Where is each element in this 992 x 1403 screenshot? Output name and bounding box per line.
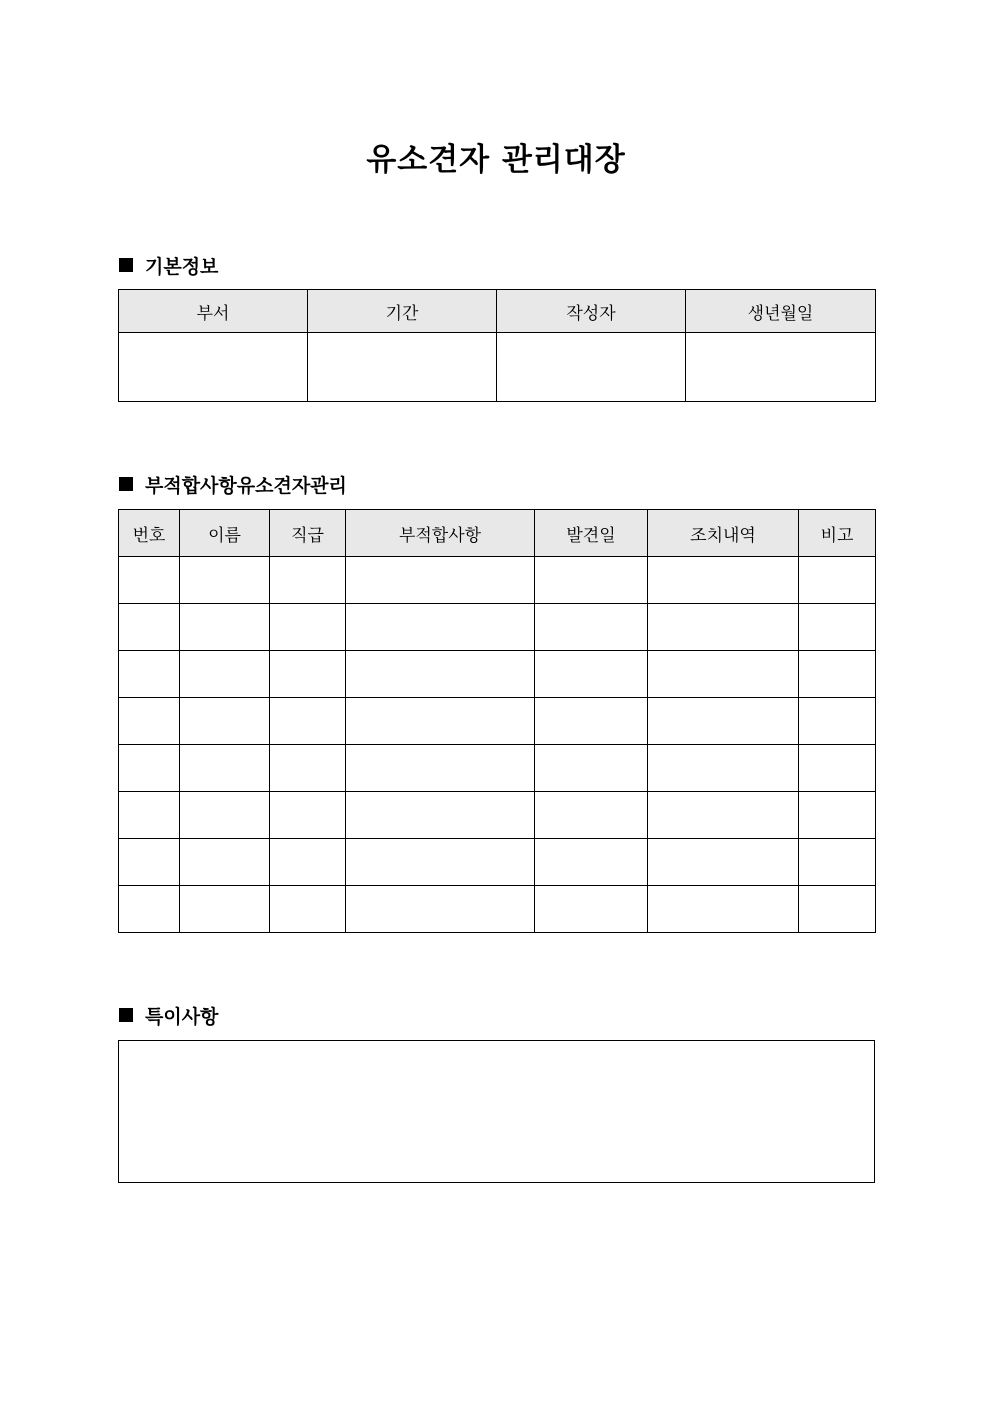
position-cell[interactable]	[270, 745, 346, 792]
table-header-row	[119, 510, 876, 557]
section-heading-basic-info	[119, 253, 218, 277]
remarks-cell[interactable]	[799, 886, 876, 933]
number-cell[interactable]	[119, 745, 180, 792]
nonconformity-cell[interactable]	[346, 557, 535, 604]
table-header-row	[119, 290, 876, 333]
found-date-cell[interactable]	[535, 604, 648, 651]
found-date-cell[interactable]	[535, 651, 648, 698]
action-cell[interactable]	[648, 698, 799, 745]
action-cell[interactable]	[648, 557, 799, 604]
position-cell[interactable]	[270, 792, 346, 839]
number-cell[interactable]	[119, 886, 180, 933]
author-cell[interactable]	[497, 333, 686, 402]
position-cell[interactable]	[270, 839, 346, 886]
number-cell[interactable]	[119, 604, 180, 651]
remarks-cell[interactable]	[799, 557, 876, 604]
nonconformity-cell[interactable]	[346, 698, 535, 745]
square-bullet-icon	[119, 477, 133, 491]
remarks-cell[interactable]	[799, 792, 876, 839]
table-row	[119, 745, 876, 792]
remarks-cell[interactable]	[799, 604, 876, 651]
nonconformity-cell[interactable]	[346, 792, 535, 839]
number-cell[interactable]	[119, 557, 180, 604]
birthdate-cell[interactable]	[686, 333, 876, 402]
number-cell[interactable]	[119, 651, 180, 698]
remarks-box[interactable]	[118, 1040, 875, 1183]
square-bullet-icon	[119, 258, 133, 272]
table-row	[119, 886, 876, 933]
nonconformity-cell[interactable]	[346, 886, 535, 933]
section-heading-label: 기본정보	[145, 255, 219, 278]
page-title: 유소견자 관리대장	[366, 142, 626, 178]
nonconformity-cell[interactable]	[346, 839, 535, 886]
found-date-cell[interactable]	[535, 557, 648, 604]
section-heading-nonconformity	[119, 472, 347, 496]
found-date-cell[interactable]	[535, 745, 648, 792]
nonconformity-cell[interactable]	[346, 604, 535, 651]
column-header-department: 부서	[119, 290, 308, 333]
position-cell[interactable]	[270, 698, 346, 745]
nonconformity-cell[interactable]	[346, 651, 535, 698]
table-row	[119, 792, 876, 839]
found-date-cell[interactable]	[535, 792, 648, 839]
action-cell[interactable]	[648, 792, 799, 839]
action-cell[interactable]	[648, 604, 799, 651]
period-cell[interactable]	[308, 333, 497, 402]
section-heading-label: 특이사항	[145, 1005, 219, 1028]
department-cell[interactable]	[119, 333, 308, 402]
table-row	[119, 333, 876, 402]
name-cell[interactable]	[180, 651, 270, 698]
name-cell[interactable]	[180, 698, 270, 745]
column-header-remarks: 비고	[799, 510, 876, 557]
nonconformity-cell[interactable]	[346, 745, 535, 792]
name-cell[interactable]	[180, 886, 270, 933]
column-header-author: 작성자	[497, 290, 686, 333]
section-heading-remarks	[119, 1003, 218, 1027]
action-cell[interactable]	[648, 886, 799, 933]
found-date-cell[interactable]	[535, 839, 648, 886]
found-date-cell[interactable]	[535, 698, 648, 745]
remarks-cell[interactable]	[799, 745, 876, 792]
position-cell[interactable]	[270, 651, 346, 698]
position-cell[interactable]	[270, 604, 346, 651]
remarks-cell[interactable]	[799, 698, 876, 745]
position-cell[interactable]	[270, 886, 346, 933]
column-header-found-date: 발견일	[535, 510, 648, 557]
square-bullet-icon	[119, 1008, 133, 1022]
column-header-nonconformity: 부적합사항	[346, 510, 535, 557]
action-cell[interactable]	[648, 651, 799, 698]
action-cell[interactable]	[648, 839, 799, 886]
column-header-position: 직급	[270, 510, 346, 557]
column-header-name: 이름	[180, 510, 270, 557]
name-cell[interactable]	[180, 792, 270, 839]
section-heading-label: 부적합사항유소견자관리	[145, 474, 347, 497]
table-row	[119, 839, 876, 886]
name-cell[interactable]	[180, 839, 270, 886]
name-cell[interactable]	[180, 557, 270, 604]
column-header-birthdate: 생년월일	[686, 290, 876, 333]
column-header-action: 조치내역	[648, 510, 799, 557]
action-cell[interactable]	[648, 745, 799, 792]
column-header-number: 번호	[119, 510, 180, 557]
number-cell[interactable]	[119, 698, 180, 745]
position-cell[interactable]	[270, 557, 346, 604]
table-row	[119, 698, 876, 745]
number-cell[interactable]	[119, 792, 180, 839]
table-row	[119, 651, 876, 698]
remarks-cell[interactable]	[799, 651, 876, 698]
found-date-cell[interactable]	[535, 886, 648, 933]
name-cell[interactable]	[180, 745, 270, 792]
table-row	[119, 557, 876, 604]
nonconformity-table	[118, 509, 876, 933]
column-header-period: 기간	[308, 290, 497, 333]
name-cell[interactable]	[180, 604, 270, 651]
number-cell[interactable]	[119, 839, 180, 886]
basic-info-table	[118, 289, 876, 402]
remarks-cell[interactable]	[799, 839, 876, 886]
table-row	[119, 604, 876, 651]
